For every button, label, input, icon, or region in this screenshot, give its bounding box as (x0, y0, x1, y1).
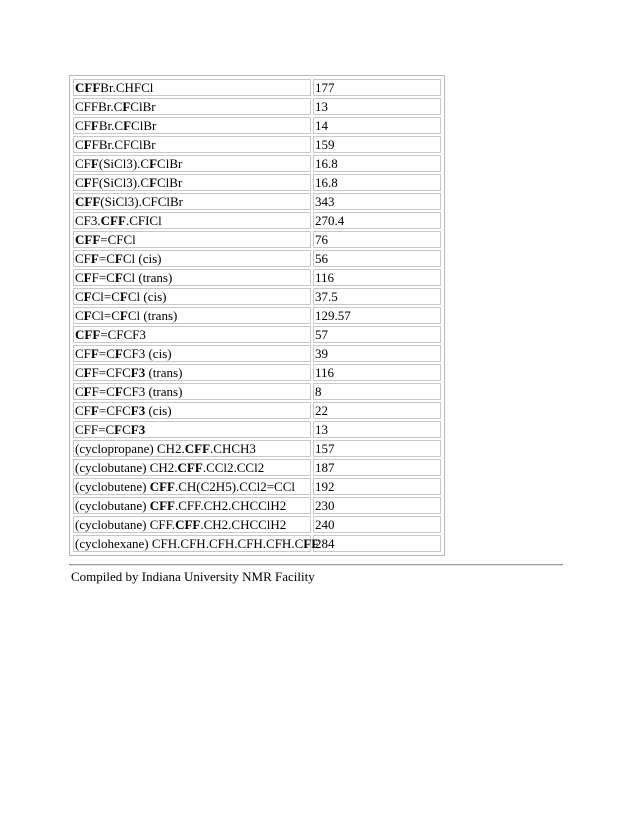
table-row (73, 440, 441, 457)
compound-cell (73, 383, 311, 400)
compound-text: ClBr (130, 99, 156, 114)
compound-cell (73, 364, 311, 381)
table-row (73, 155, 441, 172)
coupling-value-cell: 8 (313, 383, 441, 400)
coupling-value-cell: 157 (313, 440, 441, 457)
coupling-table (71, 77, 443, 554)
table-row (73, 174, 441, 191)
coupled-fluorine-text: CFF (75, 232, 101, 247)
compound-cell (73, 326, 311, 343)
coupling-value-cell: 22 (313, 402, 441, 419)
coupling-constants-table (69, 75, 445, 556)
compound-text: (trans) (145, 365, 183, 380)
coupled-fluorine-text: F (114, 270, 123, 285)
compound-text: =CFC (98, 403, 131, 418)
compound-text: Cl (cis) (122, 251, 162, 266)
compound-text: FBr.CFClBr (91, 137, 156, 152)
compound-cell (73, 155, 311, 172)
coupled-fluorine-text: F (83, 308, 92, 323)
compound-text: F=CFC (91, 365, 131, 380)
table-row (73, 117, 441, 134)
compound-cell (73, 459, 311, 476)
compound-text: CFF=C (75, 422, 115, 437)
compound-text: F=C (91, 384, 115, 399)
coupling-value-cell: 343 (313, 193, 441, 210)
table-row (73, 383, 441, 400)
coupling-value-cell: 116 (313, 364, 441, 381)
compound-text: (cyclohexane) CFH.CFH.CFH.CFH.CFH.C (75, 536, 304, 551)
compound-text: (SiCl3).C (98, 156, 150, 171)
compound-text: (SiCl3).CFClBr (100, 194, 183, 209)
coupling-value-cell: 16.8 (313, 174, 441, 191)
compound-text: Cl=C (91, 289, 120, 304)
table-row (73, 269, 441, 286)
table-row (73, 497, 441, 514)
compound-text: .CHCH3 (210, 441, 256, 456)
compound-cell (73, 288, 311, 305)
compound-cell (73, 136, 311, 153)
coupling-value-cell: 13 (313, 421, 441, 438)
coupled-fluorine-text: F (149, 156, 158, 171)
table-body (73, 79, 441, 552)
compound-cell (73, 440, 311, 457)
coupling-value-cell: 270.4 (313, 212, 441, 229)
compound-cell (73, 516, 311, 533)
compound-text: CF (75, 251, 91, 266)
table-row (73, 193, 441, 210)
coupling-value-cell: 37.5 (313, 288, 441, 305)
coupled-fluorine-text: CFF (100, 213, 126, 228)
compound-text: (cyclobutane) (75, 498, 150, 513)
compound-text: ClBr (157, 156, 183, 171)
compound-text: (cyclobutane) CH2. (75, 460, 178, 475)
coupled-fluorine-text: F (83, 137, 92, 152)
compound-text: Br.CHFCl (100, 80, 154, 95)
coupled-fluorine-text: CFF (177, 460, 203, 475)
compound-text: CF (75, 403, 91, 418)
compound-text: C (75, 365, 84, 380)
coupling-value-cell: 14 (313, 117, 441, 134)
compound-text: =C (98, 346, 115, 361)
table-row (73, 364, 441, 381)
coupled-fluorine-text: F (119, 289, 128, 304)
coupling-value-cell: 129.57 (313, 307, 441, 324)
coupled-fluorine-text: F (83, 365, 92, 380)
table-row (73, 459, 441, 476)
compound-cell (73, 421, 311, 438)
compound-text: C (75, 384, 84, 399)
compound-text: CF3 (cis) (122, 346, 172, 361)
coupling-value-cell: 187 (313, 459, 441, 476)
coupled-fluorine-text: CFF (75, 80, 101, 95)
footer-credit: Compiled by Indiana University NMR Facility (71, 569, 315, 584)
compound-text: =CFCF3 (100, 327, 146, 342)
compound-text: ClBr (131, 118, 157, 133)
table-row (73, 421, 441, 438)
table-row (73, 535, 441, 552)
compound-text: (cis) (145, 403, 172, 418)
compound-cell (73, 497, 311, 514)
coupled-fluorine-text: CFF (149, 498, 175, 513)
coupling-value-cell: 16.8 (313, 155, 441, 172)
coupled-fluorine-text: CFF (184, 441, 211, 456)
coupled-fluorine-text: F (90, 118, 99, 133)
compound-cell (73, 212, 311, 229)
table-row (73, 136, 441, 153)
compound-text: CF3. (75, 213, 101, 228)
coupled-fluorine-text: F3 (130, 422, 146, 437)
coupled-fluorine-text: F3 (130, 365, 146, 380)
compound-cell (73, 231, 311, 248)
compound-text: (cyclobutane) CFF. (75, 517, 176, 532)
compound-cell (73, 79, 311, 96)
compound-text: C (75, 308, 84, 323)
compound-text: F=C (91, 270, 115, 285)
coupled-fluorine-text: F (123, 118, 132, 133)
coupled-fluorine-text: F (114, 346, 123, 361)
coupled-fluorine-text: F (114, 422, 123, 437)
compound-text: C (75, 289, 84, 304)
table-row (73, 250, 441, 267)
coupled-fluorine-text: F (119, 308, 128, 323)
coupled-fluorine-text: F (122, 99, 131, 114)
compound-text: ClBr (157, 175, 183, 190)
coupled-fluorine-text: CFF (75, 194, 101, 209)
coupled-fluorine-text: F (90, 403, 99, 418)
coupled-fluorine-text: F (83, 175, 92, 190)
compound-text: (cyclobutene) (75, 479, 150, 494)
coupled-fluorine-text: F (114, 251, 123, 266)
compound-text: .CCl2.CCl2 (202, 460, 265, 475)
compound-text: (cyclopropane) CH2. (75, 441, 185, 456)
coupling-value-cell: 230 (313, 497, 441, 514)
coupling-value-cell: 240 (313, 516, 441, 533)
table-row (73, 231, 441, 248)
coupled-fluorine-text: F (90, 156, 99, 171)
coupled-fluorine-text: F (83, 289, 92, 304)
compound-cell (73, 193, 311, 210)
compound-text: =C (98, 251, 115, 266)
horizontal-rule (69, 564, 563, 566)
coupled-fluorine-text: F (90, 251, 99, 266)
coupling-value-cell: 56 (313, 250, 441, 267)
compound-cell (73, 307, 311, 324)
coupling-value-cell: 177 (313, 79, 441, 96)
coupled-fluorine-text: F (90, 346, 99, 361)
coupling-value-cell: 39 (313, 345, 441, 362)
compound-text: .CFICl (125, 213, 162, 228)
coupling-value-cell: 116 (313, 269, 441, 286)
coupling-value-cell: 159 (313, 136, 441, 153)
compound-text: C (122, 422, 131, 437)
coupled-fluorine-text: F (83, 384, 92, 399)
compound-text: Cl (cis) (127, 289, 167, 304)
table-row (73, 402, 441, 419)
coupled-fluorine-text: CFF (175, 517, 201, 532)
compound-text: Cl (trans) (122, 270, 173, 285)
compound-cell (73, 174, 311, 191)
compound-text: =CFCl (100, 232, 136, 247)
compound-text: C (75, 175, 84, 190)
compound-text: .CFF.CH2.CHCClH2 (175, 498, 287, 513)
coupled-fluorine-text: FF (303, 536, 320, 551)
table-row (73, 307, 441, 324)
coupled-fluorine-text: F (83, 270, 92, 285)
compound-text: CF3 (trans) (122, 384, 183, 399)
compound-text: Cl (trans) (127, 308, 178, 323)
compound-cell (73, 402, 311, 419)
table-row (73, 516, 441, 533)
table-row (73, 288, 441, 305)
coupling-value-cell: 192 (313, 478, 441, 495)
compound-text: CFFBr.C (75, 99, 123, 114)
table-row (73, 212, 441, 229)
table-row (73, 79, 441, 96)
compound-cell (73, 478, 311, 495)
coupled-fluorine-text: F3 (130, 403, 146, 418)
compound-cell (73, 535, 320, 552)
coupled-fluorine-text: F (149, 175, 158, 190)
compound-text: .CH2.CHCClH2 (200, 517, 287, 532)
table-row (73, 326, 441, 343)
compound-cell (73, 269, 311, 286)
coupled-fluorine-text: CFF (75, 327, 101, 342)
coupling-value-cell: 57 (313, 326, 441, 343)
compound-text: .CH(C2H5).CCl2=CCl (175, 479, 296, 494)
compound-text: Cl=C (91, 308, 120, 323)
coupling-value-cell: 76 (313, 231, 441, 248)
coupled-fluorine-text: F (114, 384, 123, 399)
coupled-fluorine-text: CFF (149, 479, 175, 494)
compound-text: C (75, 137, 84, 152)
compound-cell (73, 117, 311, 134)
compound-text: CF (75, 346, 91, 361)
compound-text: CF (75, 156, 91, 171)
table-row (73, 478, 441, 495)
compound-cell (73, 250, 311, 267)
compound-text: C (75, 270, 84, 285)
compound-text: CF (75, 118, 91, 133)
coupling-value-cell: 13 (313, 98, 441, 115)
compound-text: Br.C (98, 118, 124, 133)
coupling-value-cell: 284 (313, 535, 441, 552)
table-row (73, 345, 441, 362)
compound-text: F(SiCl3).C (91, 175, 150, 190)
table-row (73, 98, 441, 115)
compound-cell (73, 98, 311, 115)
compound-cell (73, 345, 311, 362)
